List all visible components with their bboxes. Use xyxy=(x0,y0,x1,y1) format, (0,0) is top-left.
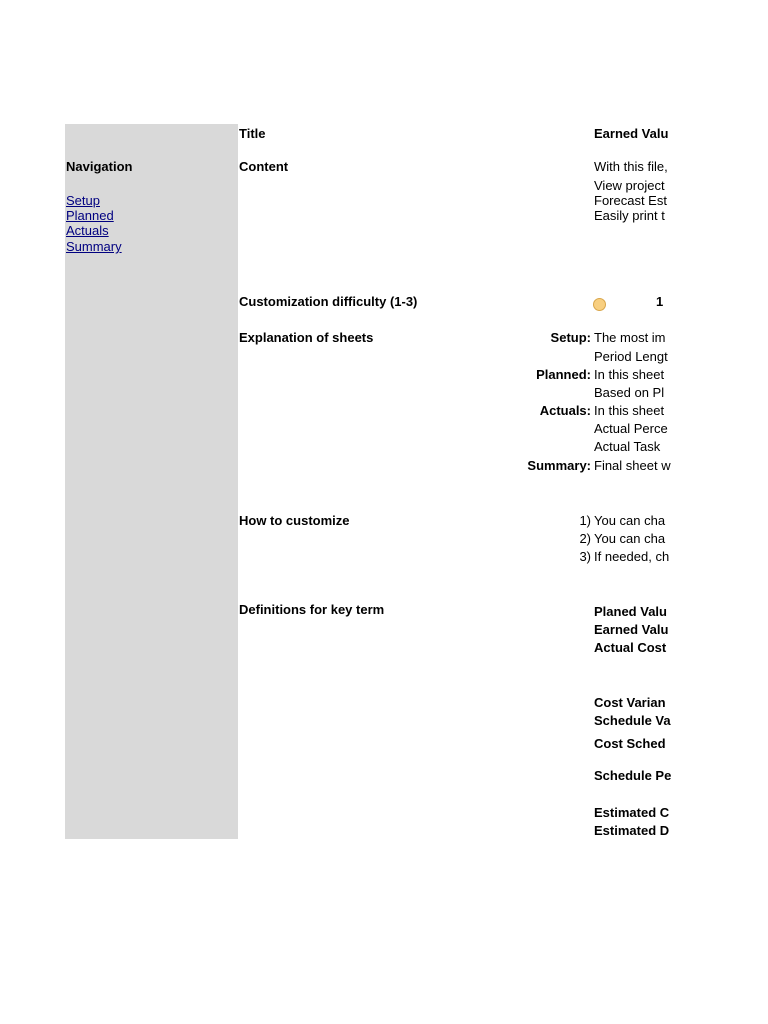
content-line: With this file, xyxy=(594,159,668,174)
customize-label: How to customize xyxy=(239,513,350,528)
content-label: Content xyxy=(239,159,289,174)
nav-link-planned[interactable]: Planned xyxy=(66,208,114,223)
sheet-desc: Actual Perce xyxy=(594,421,668,436)
nav-link-setup[interactable]: Setup xyxy=(66,193,100,208)
definition-term: Planed Valu xyxy=(594,604,667,619)
sheet-key-actuals: Actuals: xyxy=(539,403,591,418)
step-number: 1) xyxy=(579,513,591,528)
sheet-desc: Based on Pl xyxy=(594,385,665,400)
definition-term: Estimated D xyxy=(594,823,670,838)
sheet-desc: In this sheet xyxy=(594,403,665,418)
definition-term: Schedule Va xyxy=(594,713,671,728)
content-line: Forecast Est xyxy=(594,193,667,208)
step-text: If needed, ch xyxy=(594,549,670,564)
definition-term: Cost Varian xyxy=(594,695,666,710)
difficulty-value: 1 xyxy=(656,294,664,309)
step-number: 3) xyxy=(579,549,591,564)
step-text: You can cha xyxy=(594,513,666,528)
definition-term: Earned Valu xyxy=(594,622,669,637)
definition-term: Actual Cost xyxy=(594,640,667,655)
definition-term: Estimated C xyxy=(594,805,670,820)
nav-link-actuals[interactable]: Actuals xyxy=(66,223,109,238)
step-number: 2) xyxy=(579,531,591,546)
definitions-label: Definitions for key term xyxy=(239,602,385,617)
nav-link-summary[interactable]: Summary xyxy=(66,239,122,254)
definition-term-clipped: Cost Sched xyxy=(594,736,666,751)
step-text: You can cha xyxy=(594,531,666,546)
content-line: View project xyxy=(594,178,665,193)
title-value: Earned Valu xyxy=(594,126,669,141)
sheet-key-setup: Setup: xyxy=(550,330,591,345)
sheet-desc: Final sheet w xyxy=(594,458,671,473)
navigation-heading: Navigation xyxy=(66,159,133,174)
definition-term: Schedule Pe xyxy=(594,768,672,783)
sheet-key-planned: Planned: xyxy=(536,367,591,382)
title-label: Title xyxy=(239,126,266,141)
sheet-desc: Actual Task xyxy=(594,439,661,454)
sheet-desc: The most im xyxy=(594,330,666,345)
sheet-key-summary: Summary: xyxy=(527,458,591,473)
sheet-desc: Period Lengt xyxy=(594,349,668,364)
difficulty-indicator-icon xyxy=(593,298,606,311)
sheets-label: Explanation of sheets xyxy=(239,330,374,345)
customization-label: Customization difficulty (1-3) xyxy=(239,294,418,309)
content-line: Easily print t xyxy=(594,208,665,223)
sheet-desc: In this sheet xyxy=(594,367,665,382)
